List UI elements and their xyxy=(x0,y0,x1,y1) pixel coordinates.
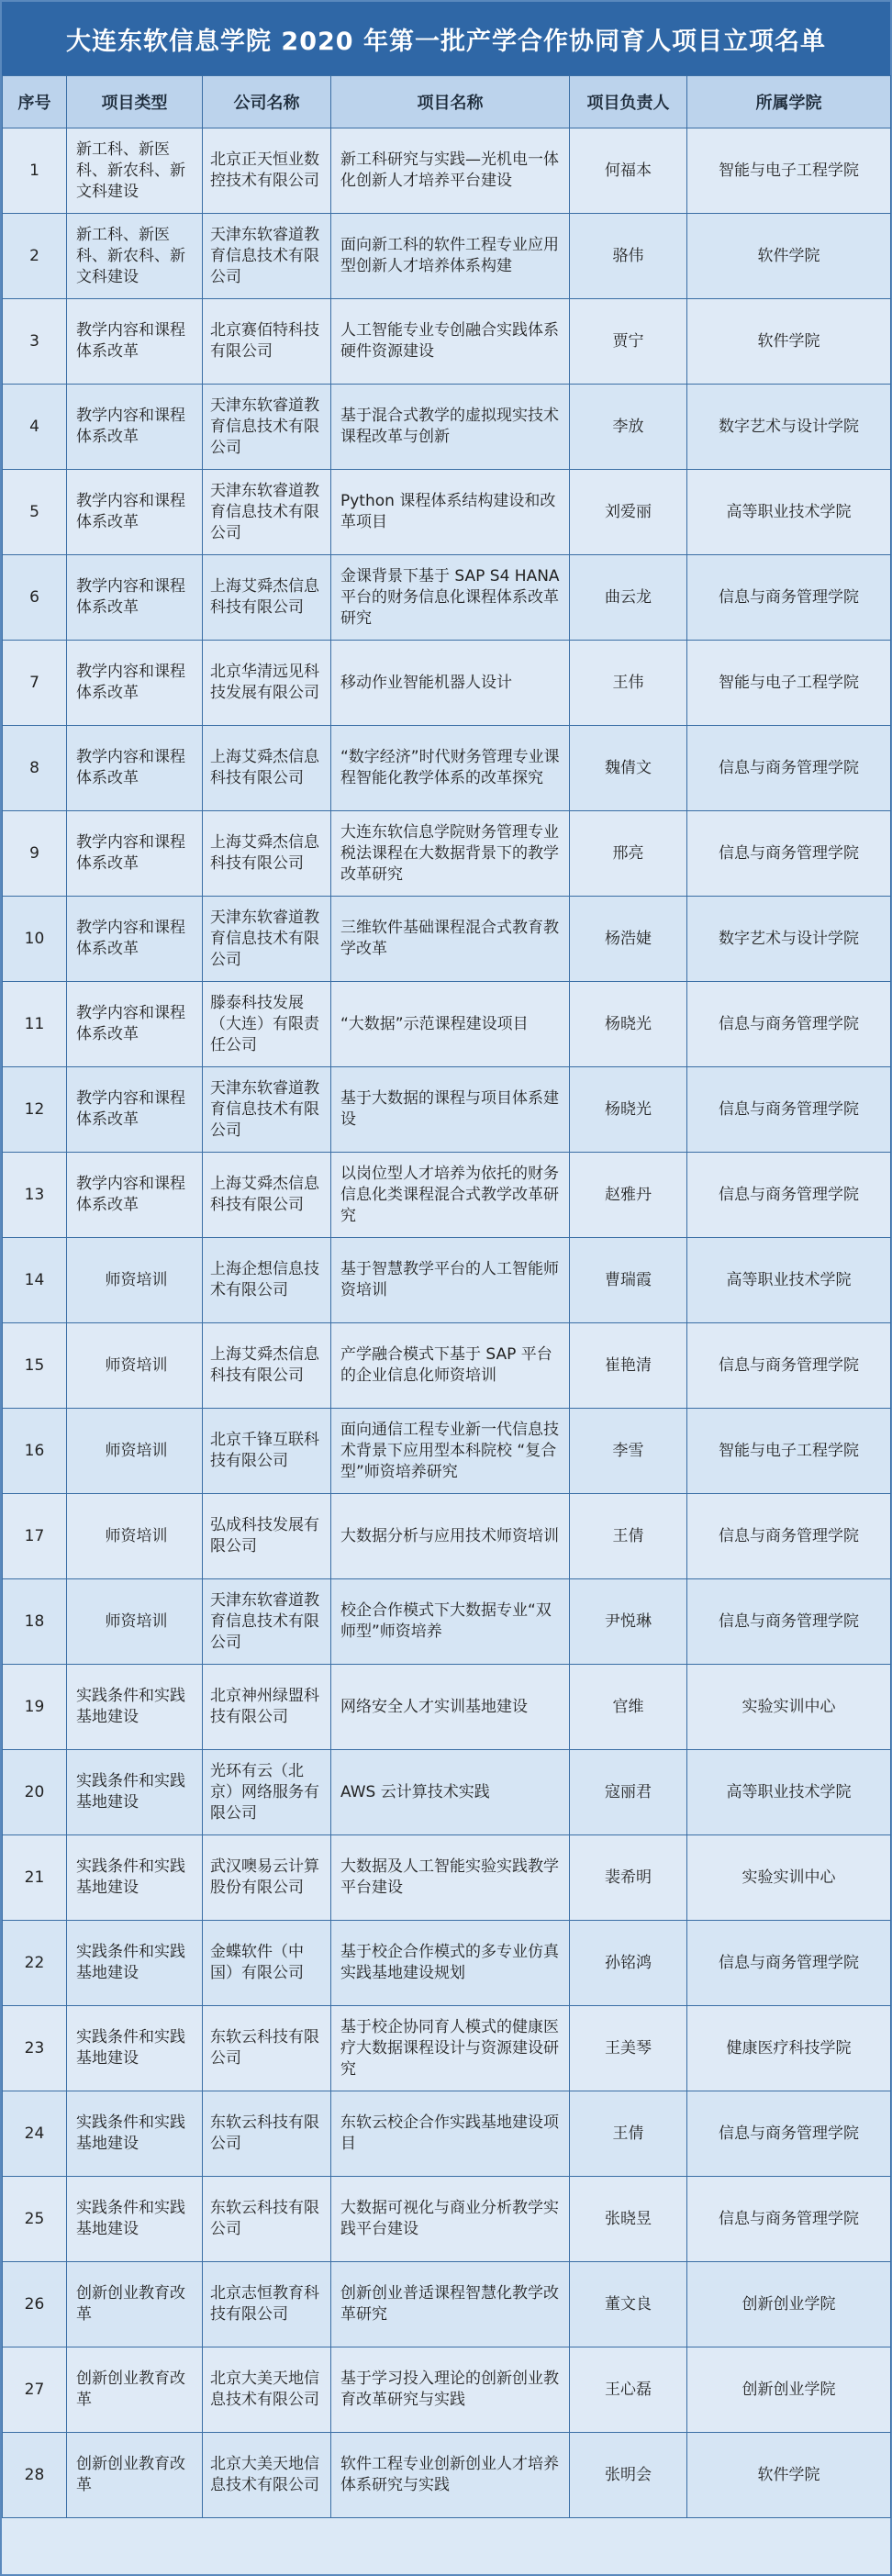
header-company: 公司名称 xyxy=(203,76,331,128)
cell-person: 杨晓光 xyxy=(570,1067,687,1153)
cell-person: 赵雅丹 xyxy=(570,1153,687,1238)
table-row xyxy=(3,385,891,470)
cell-num: 13 xyxy=(3,1153,67,1238)
cell-project: 创新创业普适课程智慧化教学改革研究 xyxy=(331,2262,570,2347)
cell-company: 金蝶软件（中国）有限公司 xyxy=(203,1921,331,2006)
cell-college: 信息与商务管理学院 xyxy=(687,726,891,811)
cell-company: 北京赛佰特科技有限公司 xyxy=(203,299,331,385)
table-row xyxy=(3,214,891,299)
cell-project: 东软云校企合作实践基地建设项目 xyxy=(331,2091,570,2177)
table-row xyxy=(3,726,891,811)
header-type: 项目类型 xyxy=(67,76,203,128)
cell-project: 面向新工科的软件工程专业应用型创新人才培养体系构建 xyxy=(331,214,570,299)
cell-project: 大连东软信息学院财务管理专业税法课程在大数据背景下的教学改革研究 xyxy=(331,811,570,897)
cell-num: 4 xyxy=(3,385,67,470)
table-row xyxy=(3,1579,891,1665)
cell-num: 26 xyxy=(3,2262,67,2347)
cell-type: 师资培训 xyxy=(67,1494,203,1579)
cell-num: 7 xyxy=(3,641,67,726)
cell-college: 创新创业学院 xyxy=(687,2262,891,2347)
table-row xyxy=(3,128,891,214)
cell-college: 信息与商务管理学院 xyxy=(687,1323,891,1409)
cell-person: 曹瑞霞 xyxy=(570,1238,687,1323)
table-row xyxy=(3,1921,891,2006)
cell-college: 创新创业学院 xyxy=(687,2347,891,2433)
cell-type: 师资培训 xyxy=(67,1409,203,1494)
cell-type: 实践条件和实践基地建设 xyxy=(67,1921,203,2006)
cell-project: 基于智慧教学平台的人工智能师资培训 xyxy=(331,1238,570,1323)
cell-person: 李雪 xyxy=(570,1409,687,1494)
cell-company: 天津东软睿道教育信息技术有限公司 xyxy=(203,470,331,555)
cell-company: 上海艾舜杰信息科技有限公司 xyxy=(203,726,331,811)
cell-type: 教学内容和课程体系改革 xyxy=(67,641,203,726)
cell-college: 信息与商务管理学院 xyxy=(687,1067,891,1153)
table-body xyxy=(3,128,891,2518)
cell-num: 18 xyxy=(3,1579,67,1665)
cell-num: 6 xyxy=(3,555,67,641)
cell-person: 贾宁 xyxy=(570,299,687,385)
header-person: 项目负责人 xyxy=(570,76,687,128)
cell-person: 王美琴 xyxy=(570,2006,687,2091)
cell-person: 骆伟 xyxy=(570,214,687,299)
cell-type: 教学内容和课程体系改革 xyxy=(67,1153,203,1238)
cell-type: 教学内容和课程体系改革 xyxy=(67,555,203,641)
table-row xyxy=(3,2177,891,2262)
cell-company: 滕泰科技发展（大连）有限责任公司 xyxy=(203,982,331,1067)
cell-project: 人工智能专业专创融合实践体系硬件资源建设 xyxy=(331,299,570,385)
cell-project: 三维软件基础课程混合式教育教学改革 xyxy=(331,897,570,982)
cell-college: 高等职业技术学院 xyxy=(687,470,891,555)
cell-person: 张晓昱 xyxy=(570,2177,687,2262)
cell-num: 22 xyxy=(3,1921,67,2006)
cell-type: 新工科、新医科、新农科、新文科建设 xyxy=(67,128,203,214)
table-row xyxy=(3,811,891,897)
cell-college: 信息与商务管理学院 xyxy=(687,811,891,897)
cell-type: 教学内容和课程体系改革 xyxy=(67,470,203,555)
cell-company: 北京华清远见科技发展有限公司 xyxy=(203,641,331,726)
table-row xyxy=(3,2262,891,2347)
cell-person: 王心磊 xyxy=(570,2347,687,2433)
cell-project: Python 课程体系结构建设和改革项目 xyxy=(331,470,570,555)
cell-type: 创新创业教育改革 xyxy=(67,2262,203,2347)
cell-type: 实践条件和实践基地建设 xyxy=(67,1665,203,1750)
table-row xyxy=(3,1494,891,1579)
cell-company: 弘成科技发展有限公司 xyxy=(203,1494,331,1579)
cell-type: 实践条件和实践基地建设 xyxy=(67,2091,203,2177)
cell-person: 董文良 xyxy=(570,2262,687,2347)
cell-type: 师资培训 xyxy=(67,1579,203,1665)
cell-project: 大数据可视化与商业分析教学实践平台建设 xyxy=(331,2177,570,2262)
table-row xyxy=(3,897,891,982)
cell-project: “数字经济”时代财务管理专业课程智能化教学体系的改革探究 xyxy=(331,726,570,811)
cell-company: 光环有云（北京）网络服务有限公司 xyxy=(203,1750,331,1835)
cell-num: 23 xyxy=(3,2006,67,2091)
cell-type: 新工科、新医科、新农科、新文科建设 xyxy=(67,214,203,299)
cell-college: 实验实训中心 xyxy=(687,1665,891,1750)
cell-project: 软件工程专业创新创业人才培养体系研究与实践 xyxy=(331,2433,570,2518)
table-row xyxy=(3,1665,891,1750)
cell-company: 上海艾舜杰信息科技有限公司 xyxy=(203,1153,331,1238)
cell-company: 北京大美天地信息技术有限公司 xyxy=(203,2347,331,2433)
cell-project: AWS 云计算技术实践 xyxy=(331,1750,570,1835)
cell-person: 官维 xyxy=(570,1665,687,1750)
cell-num: 11 xyxy=(3,982,67,1067)
cell-num: 12 xyxy=(3,1067,67,1153)
project-table xyxy=(2,75,891,2518)
cell-project: 大数据及人工智能实验实践教学平台建设 xyxy=(331,1835,570,1921)
cell-company: 北京大美天地信息技术有限公司 xyxy=(203,2433,331,2518)
cell-num: 24 xyxy=(3,2091,67,2177)
cell-company: 东软云科技有限公司 xyxy=(203,2177,331,2262)
cell-num: 28 xyxy=(3,2433,67,2518)
cell-type: 师资培训 xyxy=(67,1323,203,1409)
cell-num: 20 xyxy=(3,1750,67,1835)
cell-type: 教学内容和课程体系改革 xyxy=(67,982,203,1067)
header-college: 所属学院 xyxy=(687,76,891,128)
cell-person: 魏倩文 xyxy=(570,726,687,811)
table-row xyxy=(3,2006,891,2091)
cell-num: 10 xyxy=(3,897,67,982)
cell-company: 上海艾舜杰信息科技有限公司 xyxy=(203,811,331,897)
table-row xyxy=(3,1153,891,1238)
cell-type: 教学内容和课程体系改革 xyxy=(67,811,203,897)
cell-type: 实践条件和实践基地建设 xyxy=(67,2006,203,2091)
cell-type: 教学内容和课程体系改革 xyxy=(67,897,203,982)
cell-college: 软件学院 xyxy=(687,2433,891,2518)
cell-type: 教学内容和课程体系改革 xyxy=(67,385,203,470)
cell-company: 北京千锋互联科技有限公司 xyxy=(203,1409,331,1494)
table-row xyxy=(3,555,891,641)
table-row xyxy=(3,641,891,726)
cell-college: 软件学院 xyxy=(687,299,891,385)
cell-type: 实践条件和实践基地建设 xyxy=(67,2177,203,2262)
cell-project: 基于混合式教学的虚拟现实技术课程改革与创新 xyxy=(331,385,570,470)
cell-num: 9 xyxy=(3,811,67,897)
cell-company: 天津东软睿道教育信息技术有限公司 xyxy=(203,1067,331,1153)
cell-college: 实验实训中心 xyxy=(687,1835,891,1921)
cell-college: 信息与商务管理学院 xyxy=(687,982,891,1067)
cell-num: 14 xyxy=(3,1238,67,1323)
table-row xyxy=(3,1067,891,1153)
cell-project: 产学融合模式下基于 SAP 平台的企业信息化师资培训 xyxy=(331,1323,570,1409)
cell-company: 天津东软睿道教育信息技术有限公司 xyxy=(203,1579,331,1665)
cell-person: 王倩 xyxy=(570,2091,687,2177)
cell-person: 崔艳清 xyxy=(570,1323,687,1409)
cell-person: 杨晓光 xyxy=(570,982,687,1067)
cell-project: 基于校企合作模式的多专业仿真实践基地建设规划 xyxy=(331,1921,570,2006)
table-row xyxy=(3,2433,891,2518)
cell-college: 数字艺术与设计学院 xyxy=(687,385,891,470)
cell-person: 张明会 xyxy=(570,2433,687,2518)
cell-company: 上海艾舜杰信息科技有限公司 xyxy=(203,1323,331,1409)
cell-num: 19 xyxy=(3,1665,67,1750)
table-row xyxy=(3,1238,891,1323)
cell-person: 杨浩婕 xyxy=(570,897,687,982)
cell-project: 新工科研究与实践—光机电一体化创新人才培养平台建设 xyxy=(331,128,570,214)
cell-college: 信息与商务管理学院 xyxy=(687,1579,891,1665)
cell-project: 基于校企协同育人模式的健康医疗大数据课程设计与资源建设研究 xyxy=(331,2006,570,2091)
cell-company: 东软云科技有限公司 xyxy=(203,2091,331,2177)
cell-num: 17 xyxy=(3,1494,67,1579)
cell-person: 裴希明 xyxy=(570,1835,687,1921)
cell-college: 高等职业技术学院 xyxy=(687,1750,891,1835)
cell-num: 25 xyxy=(3,2177,67,2262)
cell-person: 寇丽君 xyxy=(570,1750,687,1835)
table-row xyxy=(3,982,891,1067)
cell-person: 尹悦琳 xyxy=(570,1579,687,1665)
cell-project: 网络安全人才实训基地建设 xyxy=(331,1665,570,1750)
cell-project: 基于学习投入理论的创新创业教育改革研究与实践 xyxy=(331,2347,570,2433)
table-row xyxy=(3,1323,891,1409)
cell-college: 智能与电子工程学院 xyxy=(687,128,891,214)
cell-project: 面向通信工程专业新一代信息技术背景下应用型本科院校 “复合型”师资培养研究 xyxy=(331,1409,570,1494)
cell-company: 北京正天恒业数控技术有限公司 xyxy=(203,128,331,214)
header-num: 序号 xyxy=(3,76,67,128)
cell-num: 1 xyxy=(3,128,67,214)
cell-num: 15 xyxy=(3,1323,67,1409)
cell-person: 李放 xyxy=(570,385,687,470)
cell-college: 健康医疗科技学院 xyxy=(687,2006,891,2091)
cell-company: 东软云科技有限公司 xyxy=(203,2006,331,2091)
cell-college: 信息与商务管理学院 xyxy=(687,2177,891,2262)
cell-college: 信息与商务管理学院 xyxy=(687,555,891,641)
cell-type: 教学内容和课程体系改革 xyxy=(67,1067,203,1153)
cell-num: 5 xyxy=(3,470,67,555)
cell-company: 上海艾舜杰信息科技有限公司 xyxy=(203,555,331,641)
cell-person: 王伟 xyxy=(570,641,687,726)
cell-person: 刘爱丽 xyxy=(570,470,687,555)
cell-company: 上海企想信息技术有限公司 xyxy=(203,1238,331,1323)
cell-project: 金课背景下基于 SAP S4 HANA 平台的财务信息化课程体系改革研究 xyxy=(331,555,570,641)
cell-person: 曲云龙 xyxy=(570,555,687,641)
cell-type: 师资培训 xyxy=(67,1238,203,1323)
cell-company: 北京神州绿盟科技有限公司 xyxy=(203,1665,331,1750)
cell-college: 软件学院 xyxy=(687,214,891,299)
table-row xyxy=(3,1409,891,1494)
table-row xyxy=(3,1835,891,1921)
cell-person: 孙铭鸿 xyxy=(570,1921,687,2006)
cell-project: “大数据”示范课程建设项目 xyxy=(331,982,570,1067)
cell-college: 信息与商务管理学院 xyxy=(687,1921,891,2006)
cell-type: 教学内容和课程体系改革 xyxy=(67,299,203,385)
cell-project: 以岗位型人才培养为依托的财务信息化类课程混合式教学改革研究 xyxy=(331,1153,570,1238)
cell-person: 邢亮 xyxy=(570,811,687,897)
cell-project: 大数据分析与应用技术师资培训 xyxy=(331,1494,570,1579)
cell-company: 北京志恒教育科技有限公司 xyxy=(203,2262,331,2347)
document-title: 大连东软信息学院 2020 年第一批产学合作协同育人项目立项名单 xyxy=(2,2,890,75)
cell-type: 创新创业教育改革 xyxy=(67,2433,203,2518)
cell-project: 基于大数据的课程与项目体系建设 xyxy=(331,1067,570,1153)
cell-person: 王倩 xyxy=(570,1494,687,1579)
table-header-row xyxy=(3,76,891,128)
cell-project: 移动作业智能机器人设计 xyxy=(331,641,570,726)
cell-company: 天津东软睿道教育信息技术有限公司 xyxy=(203,214,331,299)
cell-company: 天津东软睿道教育信息技术有限公司 xyxy=(203,385,331,470)
cell-person: 何福本 xyxy=(570,128,687,214)
cell-type: 实践条件和实践基地建设 xyxy=(67,1835,203,1921)
cell-college: 信息与商务管理学院 xyxy=(687,1153,891,1238)
cell-project: 校企合作模式下大数据专业“双师型”师资培养 xyxy=(331,1579,570,1665)
header-project: 项目名称 xyxy=(331,76,570,128)
table-row xyxy=(3,470,891,555)
cell-num: 3 xyxy=(3,299,67,385)
cell-type: 创新创业教育改革 xyxy=(67,2347,203,2433)
cell-company: 武汉噢易云计算股份有限公司 xyxy=(203,1835,331,1921)
cell-num: 27 xyxy=(3,2347,67,2433)
cell-college: 智能与电子工程学院 xyxy=(687,1409,891,1494)
cell-num: 21 xyxy=(3,1835,67,1921)
cell-company: 天津东软睿道教育信息技术有限公司 xyxy=(203,897,331,982)
cell-college: 高等职业技术学院 xyxy=(687,1238,891,1323)
table-row xyxy=(3,299,891,385)
cell-num: 8 xyxy=(3,726,67,811)
cell-type: 教学内容和课程体系改革 xyxy=(67,726,203,811)
cell-type: 实践条件和实践基地建设 xyxy=(67,1750,203,1835)
cell-college: 数字艺术与设计学院 xyxy=(687,897,891,982)
cell-college: 信息与商务管理学院 xyxy=(687,1494,891,1579)
cell-num: 2 xyxy=(3,214,67,299)
table-row xyxy=(3,1750,891,1835)
table-row xyxy=(3,2347,891,2433)
cell-college: 智能与电子工程学院 xyxy=(687,641,891,726)
cell-college: 信息与商务管理学院 xyxy=(687,2091,891,2177)
table-row xyxy=(3,2091,891,2177)
cell-num: 16 xyxy=(3,1409,67,1494)
